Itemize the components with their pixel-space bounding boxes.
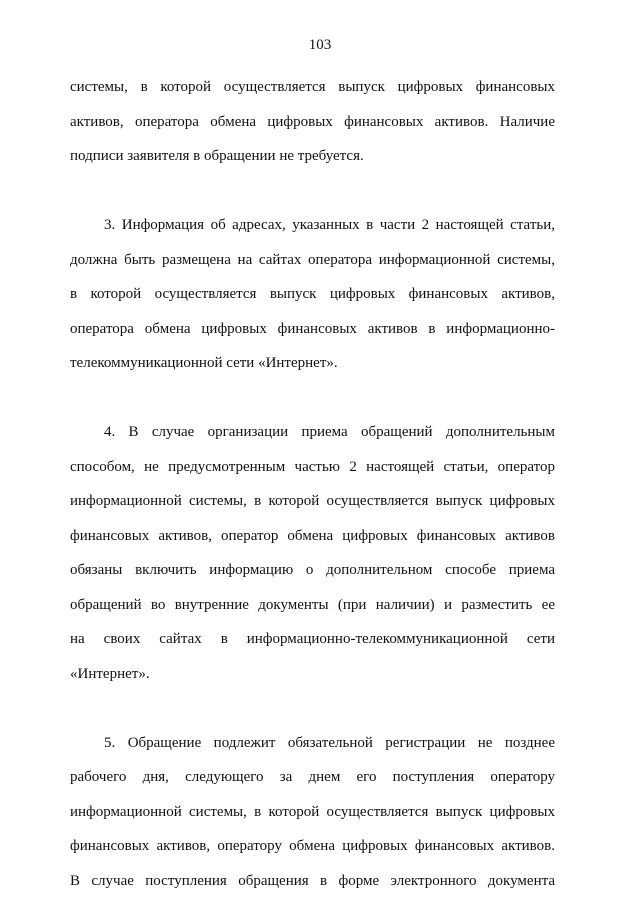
document-body xyxy=(70,70,555,898)
paragraph-1 xyxy=(70,70,555,174)
text-line: информационной системы, в которой осуществляется выпуск цифровых xyxy=(70,493,555,509)
text-line: телекоммуникационной сети «Интернет». xyxy=(70,355,338,371)
text-line: обращений во внутренние документы (при наличии) и разместить ее xyxy=(70,596,555,613)
text-line: способом, не предусмотренным частью 2 настоящей статьи, оператор xyxy=(70,458,555,475)
text-line: должна быть размещена на сайтах оператора информационной системы, xyxy=(70,251,555,268)
text-line: обязаны включить информацию о дополнительном способе приема xyxy=(70,562,555,578)
text-line: 3. Информация об адресах, указанных в части 2 настоящей статьи, xyxy=(104,217,555,233)
page-number: 103 xyxy=(308,37,332,53)
text-line: В случае поступления обращения в форме электронного документа xyxy=(70,872,555,889)
text-line: системы, в которой осуществляется выпуск цифровых финансовых xyxy=(70,79,555,95)
text-line: финансовых активов, оператор обмена цифровых финансовых активов xyxy=(70,527,555,544)
paragraph-5 xyxy=(70,726,555,899)
text-line: подписи заявителя в обращении не требуется. xyxy=(70,148,364,164)
text-line: финансовых активов, оператору обмена цифровых финансовых активов. xyxy=(70,838,555,854)
text-line: активов, оператора обмена цифровых финансовых активов. Наличие xyxy=(70,113,555,130)
text-line: рабочего дня, следующего за днем его поступления оператору xyxy=(70,769,555,785)
text-line: в которой осуществляется выпуск цифровых финансовых активов, xyxy=(70,286,555,302)
paragraph-4 xyxy=(70,415,555,691)
text-line: 5. Обращение подлежит обязательной регистрации не позднее xyxy=(104,734,555,751)
paragraph-3 xyxy=(70,208,555,381)
text-line: на своих сайтах в информационно-телекоммуникационной сети xyxy=(70,631,555,647)
text-line: «Интернет». xyxy=(70,665,150,682)
text-line: 4. В случае организации приема обращений дополнительным xyxy=(104,424,555,440)
text-line: информационной системы, в которой осуществляется выпуск цифровых xyxy=(70,803,555,820)
text-line: оператора обмена цифровых финансовых активов в информационно- xyxy=(70,320,555,337)
